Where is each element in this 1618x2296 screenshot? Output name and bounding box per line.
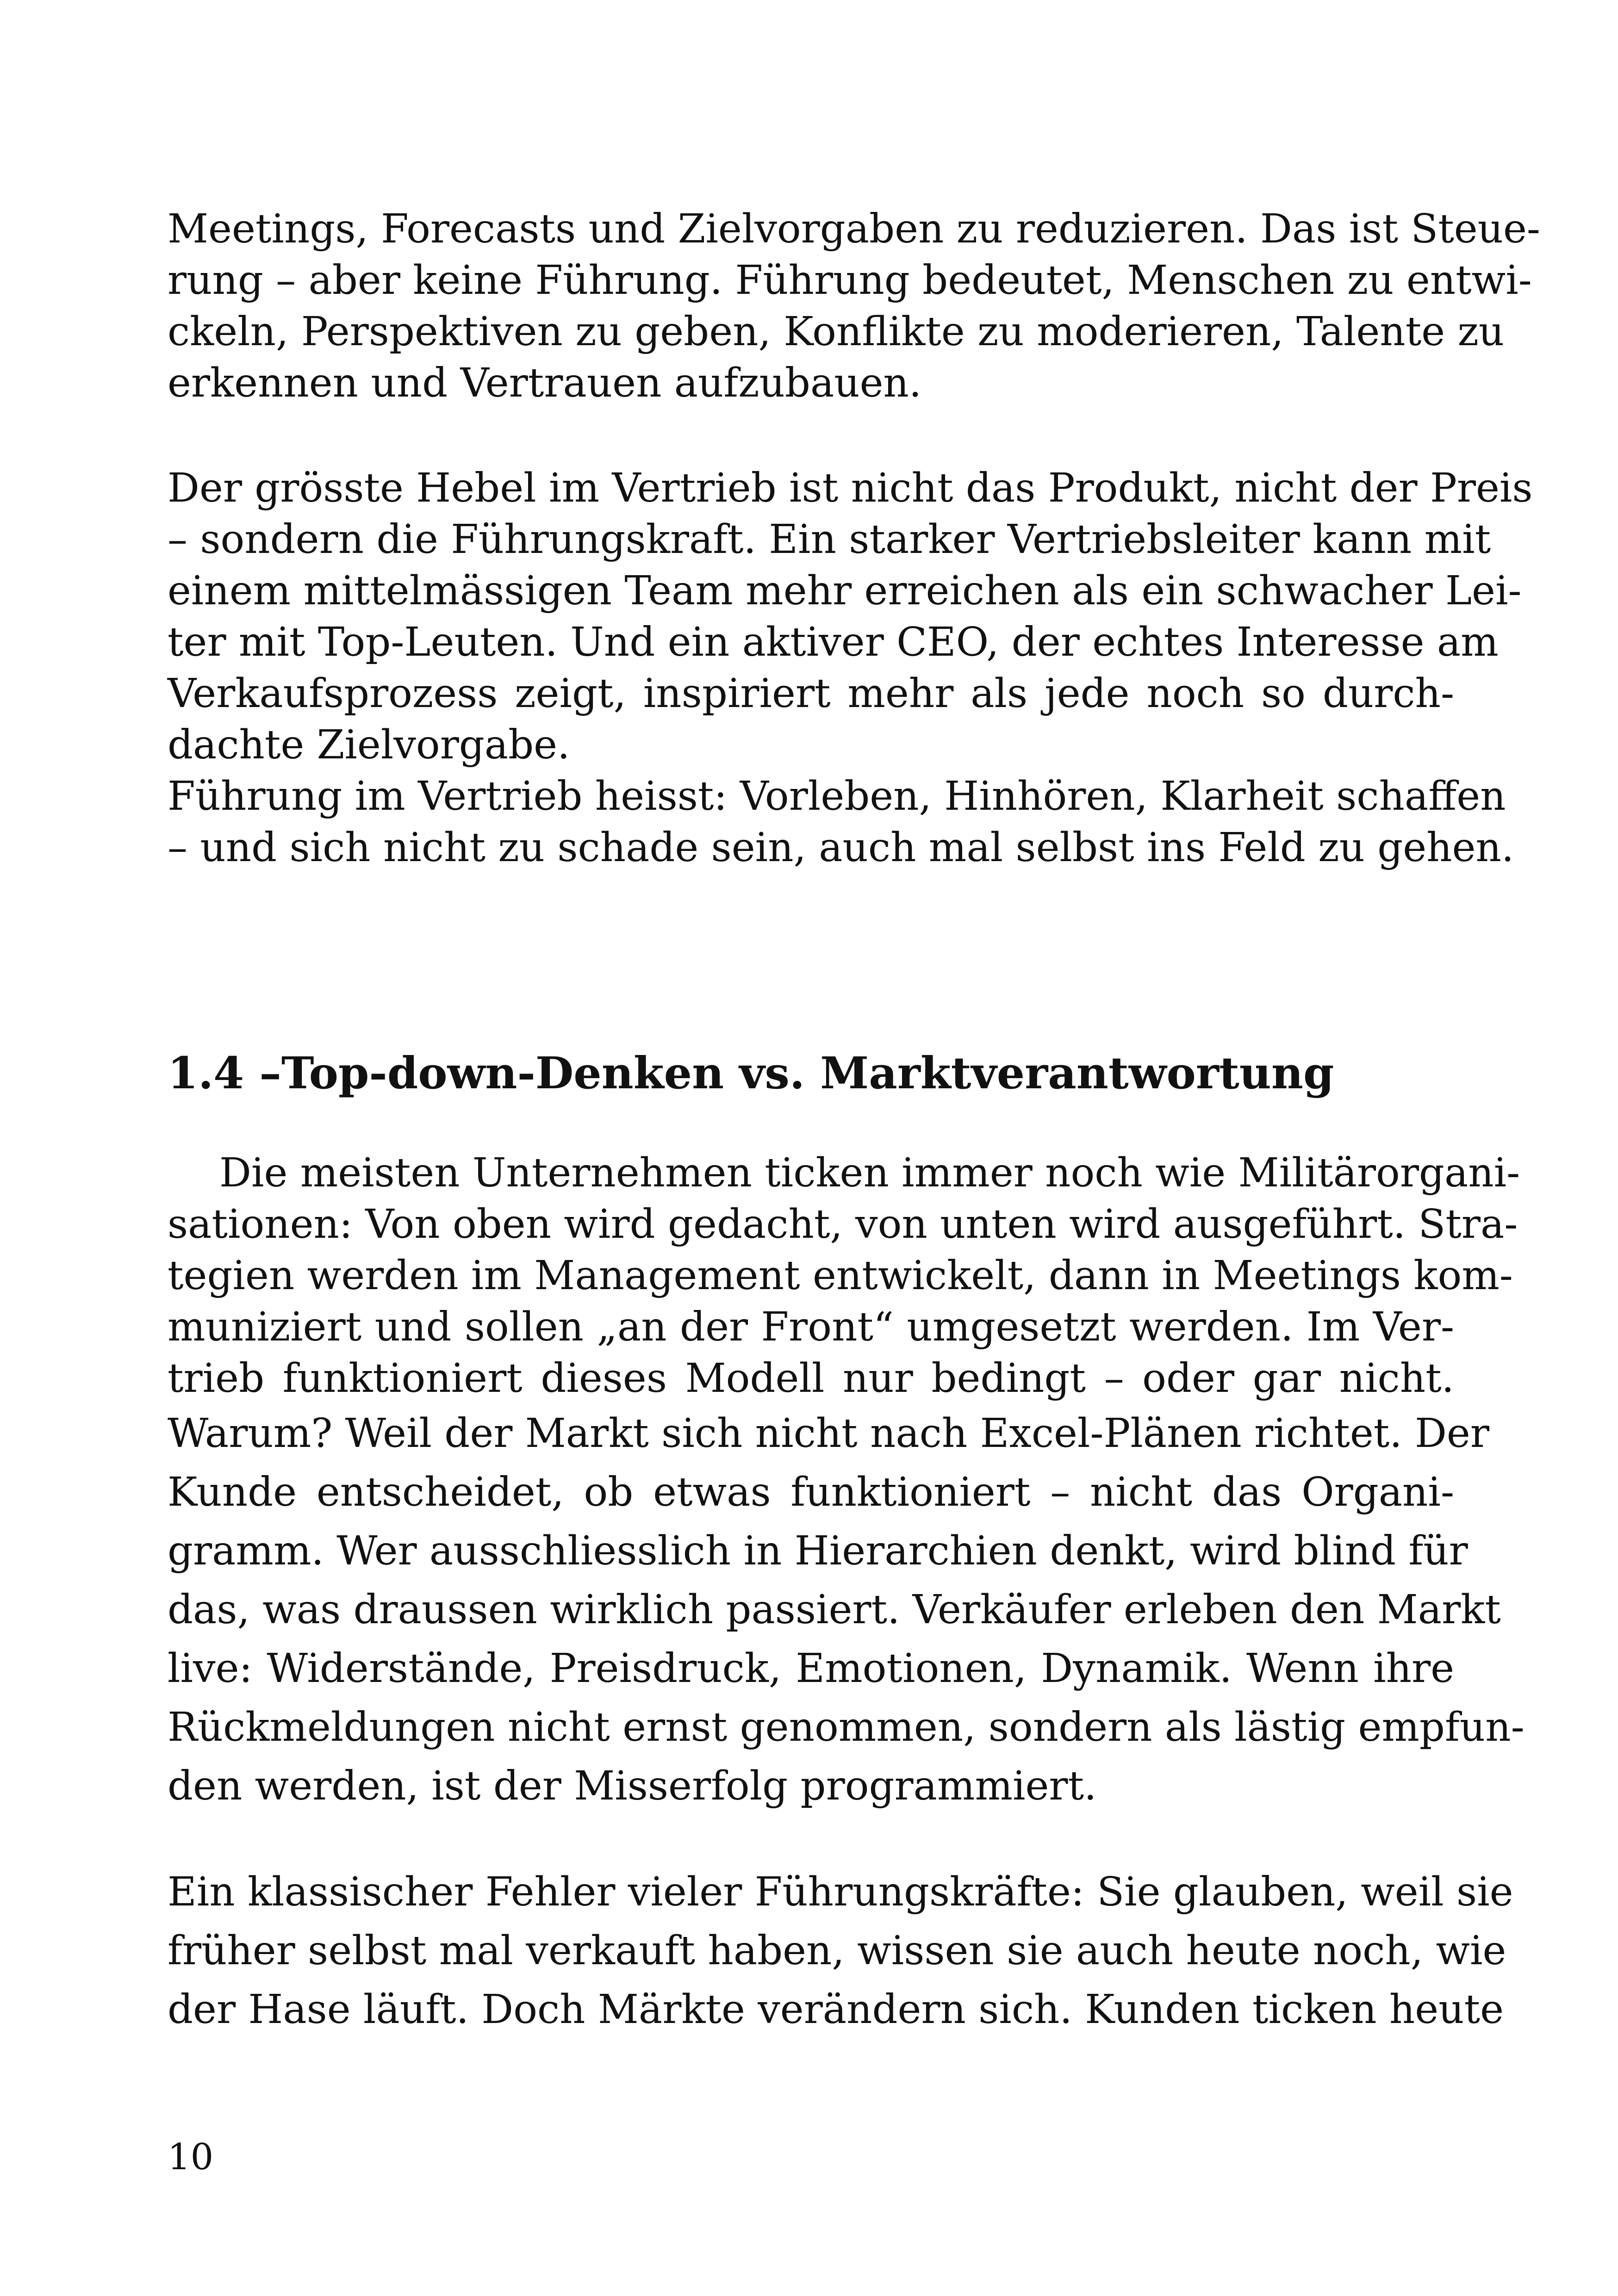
- text-line: Rückmeldungen nicht ernst genommen, sondern als lästig empfun-: [168, 1704, 1525, 1750]
- text-line: sationen: Von oben wird gedacht, von unten wird ausgeführt. Stra-: [168, 1201, 1518, 1247]
- text-line: einem mittelmässigen Team mehr erreichen als ein schwacher Lei-: [168, 568, 1522, 614]
- text-line: früher selbst mal verkauft haben, wissen sie auch heute noch, wie: [168, 1928, 1506, 1974]
- paragraph-2: [168, 463, 1533, 874]
- text-line: trieb funktioniert dieses Modell nur bedingt – oder gar nicht.: [168, 1355, 1454, 1402]
- text-line: der Hase läuft. Doch Märkte verändern sich. Kunden ticken heute: [168, 1986, 1504, 2033]
- text-line: erkennen und Vertrauen aufzubauen.: [168, 360, 922, 406]
- text-line: den werden, ist der Misserfolg programmiert.: [168, 1763, 1097, 1809]
- paragraph-1: [168, 204, 1540, 409]
- text-line: ckeln, Perspektiven zu geben, Konflikte zu moderieren, Talente zu: [168, 309, 1505, 355]
- section-heading: 1.4 –Top-down-Denken vs. Marktverantwortung: [168, 1048, 1334, 1099]
- text-line: – und sich nicht zu schade sein, auch mal selbst ins Feld zu gehen.: [168, 825, 1514, 871]
- text-line: ter mit Top-Leuten. Und ein aktiver CEO, der echtes Interesse am: [168, 619, 1499, 665]
- text-line: – sondern die Führungskraft. Ein starker Vertriebsleiter kann mit: [168, 516, 1491, 563]
- text-line: rung – aber keine Führung. Führung bedeutet, Menschen zu entwi-: [168, 257, 1532, 304]
- text-line: Führung im Vertrieb heisst: Vorleben, Hinhören, Klarheit schaffen: [168, 773, 1506, 819]
- text-line: Meetings, Forecasts und Zielvorgaben zu reduzieren. Das ist Steue-: [168, 206, 1540, 252]
- text-line: Verkaufsprozess zeigt, inspiriert mehr als jede noch so durch-: [168, 670, 1454, 717]
- paragraph-3: [168, 1148, 1525, 1816]
- text-line: Ein klassischer Fehler vieler Führungskräfte: Sie glauben, weil sie: [168, 1869, 1513, 1915]
- text-line: das, was draussen wirklich passiert. Verkäufer erleben den Markt: [168, 1587, 1501, 1633]
- text-line: gramm. Wer ausschliesslich in Hierarchien denkt, wird blind für: [168, 1528, 1468, 1574]
- text-line: Kunde entscheidet, ob etwas funktioniert – nicht das Organi-: [168, 1469, 1454, 1515]
- page-number: 10: [168, 2136, 214, 2178]
- text-line: Der grösste Hebel im Vertrieb ist nicht das Produkt, nicht der Preis: [168, 465, 1533, 511]
- text-line: Die meisten Unternehmen ticken immer noch wie Militärorgani-: [219, 1150, 1520, 1196]
- text-line: Warum? Weil der Markt sich nicht nach Excel-Plänen richtet. Der: [168, 1410, 1489, 1457]
- text-line: muniziert und sollen „an der Front“ umgesetzt werden. Im Ver-: [168, 1304, 1454, 1350]
- paragraph-4: [168, 1863, 1513, 2039]
- text-line: live: Widerstände, Preisdruck, Emotionen, Dynamik. Wenn ihre: [168, 1645, 1454, 1692]
- text-line: dachte Zielvorgabe.: [168, 722, 570, 768]
- text-line: tegien werden im Management entwickelt, dann in Meetings kom-: [168, 1253, 1513, 1299]
